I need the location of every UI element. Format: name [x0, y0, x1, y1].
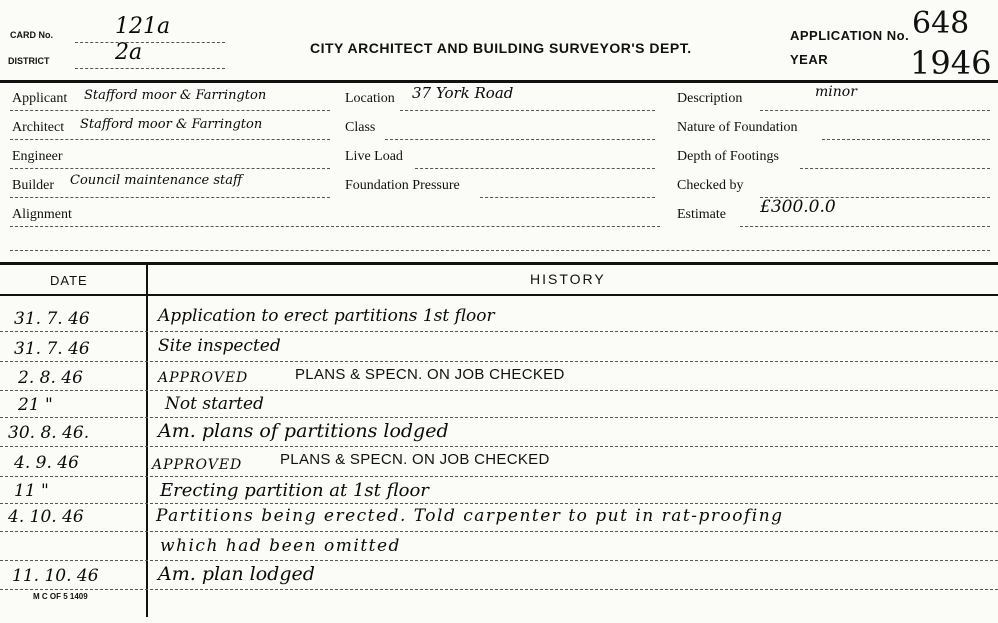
application-no-label: APPLICATION No.	[790, 28, 910, 43]
history-entry: Erecting partition at 1st floor	[160, 480, 429, 501]
applicant-label: Applicant	[12, 91, 68, 106]
architect-value: Stafford moor & Farrington	[80, 117, 263, 132]
date-column-header: DATE	[50, 273, 88, 288]
form-code: M C OF 5 1409	[33, 592, 88, 601]
history-entry: APPROVED	[158, 370, 249, 386]
estimate-label: Estimate	[677, 207, 726, 222]
nature-of-foundation-label: Nature of Foundation	[677, 120, 798, 135]
district-value: 2a	[115, 40, 143, 65]
description-label: Description	[677, 91, 743, 106]
applicant-value: Stafford moor & Farrington	[84, 88, 267, 103]
builder-value: Council maintenance staff	[70, 173, 243, 188]
history-date: 4. 9. 46	[14, 453, 79, 473]
description-value: minor	[815, 84, 857, 100]
engineer-label: Engineer	[12, 149, 63, 164]
architect-label: Architect	[12, 120, 65, 135]
history-entry: which had been omitted	[160, 536, 401, 556]
alignment-label: Alignment	[12, 207, 72, 222]
history-date: 31. 7. 46	[14, 309, 90, 329]
estimate-value: £300.0.0	[760, 197, 836, 217]
history-entry: Partitions being erected. Told carpenter to put in rat-proofing	[156, 506, 784, 526]
location-label: Location	[345, 91, 395, 106]
builder-label: Builder	[12, 178, 54, 193]
history-date: 2. 8. 46	[18, 368, 83, 388]
history-entry: APPROVED	[152, 457, 243, 473]
history-entry: Application to erect partitions 1st floor	[158, 306, 495, 326]
live-load-label: Live Load	[345, 149, 403, 164]
department-title: CITY ARCHITECT AND BUILDING SURVEYOR'S DEPT.	[310, 40, 692, 56]
approval-stamp: PLANS & SPECN. ON JOB CHECKED	[280, 451, 550, 468]
history-date: 11 "	[14, 481, 49, 501]
class-label: Class	[345, 120, 376, 135]
year-value: 1946	[910, 44, 992, 82]
history-entry: Site inspected	[158, 336, 281, 356]
approval-stamp: PLANS & SPECN. ON JOB CHECKED	[295, 366, 565, 383]
history-date: 21 "	[18, 395, 53, 415]
depth-of-footings-label: Depth of Footings	[677, 149, 779, 164]
application-no-value: 648	[912, 6, 970, 41]
history-date: 31. 7. 46	[14, 339, 90, 359]
year-label: YEAR	[790, 52, 829, 67]
checked-by-label: Checked by	[677, 178, 744, 193]
history-date: 4. 10. 46	[8, 507, 84, 527]
history-date: 11. 10. 46	[12, 566, 99, 586]
history-column-header: HISTORY	[530, 271, 606, 287]
foundation-pressure-label: Foundation Pressure	[345, 178, 460, 193]
card-no-value: 121a	[115, 14, 171, 39]
history-entry: Am. plans of partitions lodged	[158, 420, 449, 442]
history-entry: Am. plan lodged	[158, 563, 315, 585]
card-no-label: CARD No.	[10, 30, 53, 40]
history-entry: Not started	[165, 394, 264, 414]
location-value: 37 York Road	[412, 84, 514, 102]
district-label: DISTRICT	[8, 56, 50, 66]
history-date: 30. 8. 46.	[8, 423, 90, 443]
